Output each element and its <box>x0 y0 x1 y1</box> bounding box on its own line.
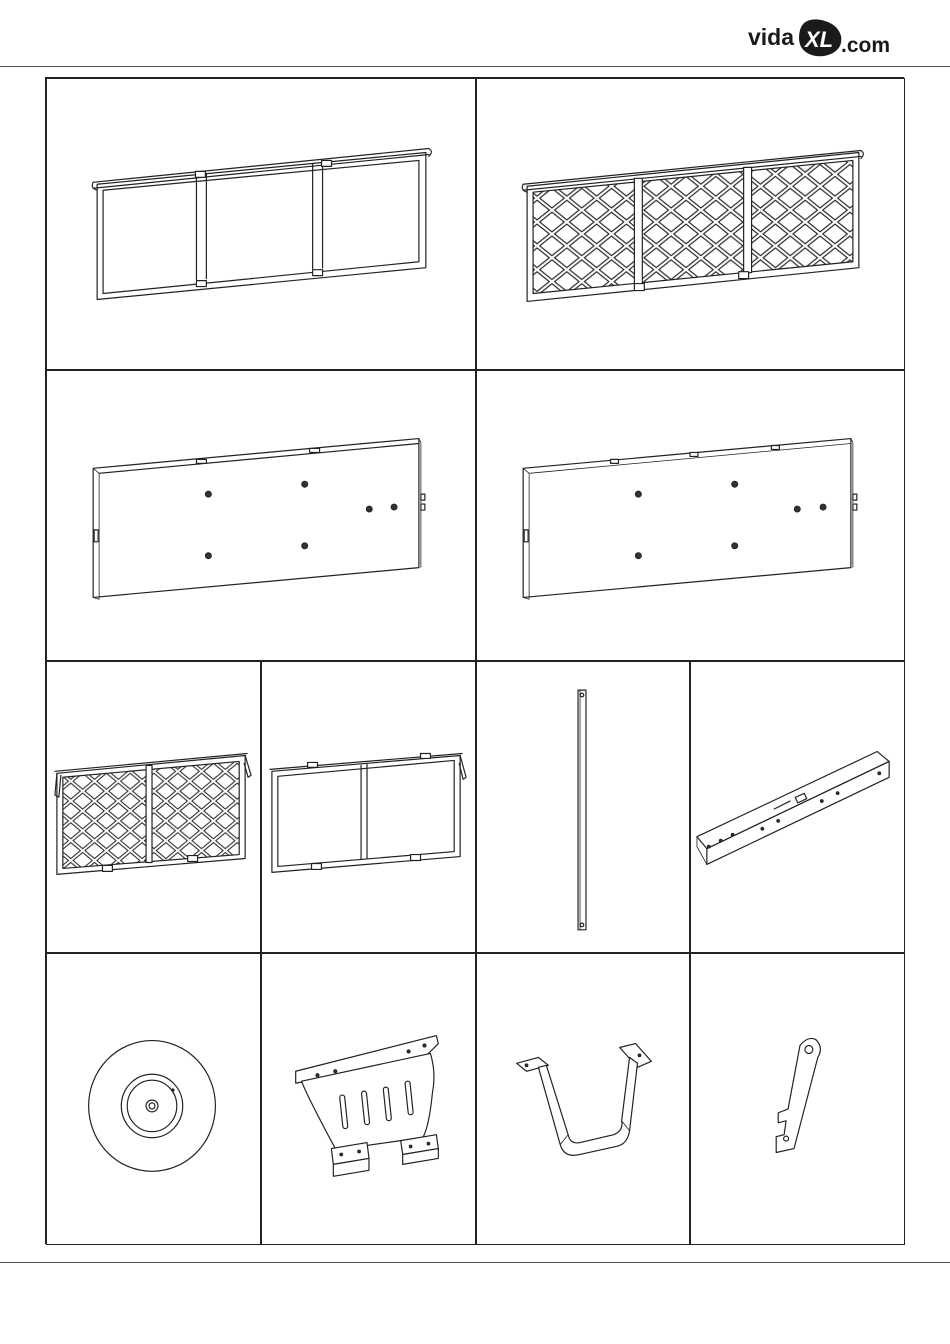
footer-rule <box>0 1262 950 1263</box>
part-cell-double-bracket <box>261 953 476 1245</box>
open-frame-panel-two-bays-icon <box>262 662 475 952</box>
diamond-mesh-panel-three-bays-icon <box>477 79 904 369</box>
part-cell-angle-rail <box>690 661 905 953</box>
flat-board-with-holes-icon <box>477 371 904 660</box>
part-cell-board-panel-a <box>46 370 476 661</box>
part-cell-latch-plate <box>690 953 905 1245</box>
wheel-icon <box>47 954 260 1244</box>
perforated-angle-rail-icon <box>691 662 904 952</box>
diamond-mesh-panel-two-bays-icon <box>47 662 260 952</box>
parts-grid <box>45 77 904 1244</box>
part-cell-frame-panel-small <box>261 661 476 953</box>
latch-plate-icon <box>691 954 904 1244</box>
header-rule <box>0 66 950 67</box>
part-cell-frame-panel-large <box>46 78 476 370</box>
open-frame-panel-three-bays-icon <box>47 79 475 369</box>
vidaxl-logo <box>742 14 912 60</box>
svg-text:.com: .com <box>841 34 891 57</box>
part-cell-board-panel-b <box>476 370 905 661</box>
vertical-flat-bar-icon <box>477 662 689 952</box>
part-cell-mesh-panel-small <box>46 661 261 953</box>
svg-text:XL: XL <box>805 27 834 52</box>
part-cell-flat-bar <box>476 661 690 953</box>
flat-board-with-holes-icon <box>47 371 475 660</box>
part-cell-u-bracket <box>476 953 690 1245</box>
slotted-double-bracket-icon <box>262 954 475 1244</box>
u-bracket-icon <box>477 954 689 1244</box>
part-cell-mesh-panel-large <box>476 78 905 370</box>
part-cell-wheel <box>46 953 261 1245</box>
svg-text:vida: vida <box>748 24 795 50</box>
